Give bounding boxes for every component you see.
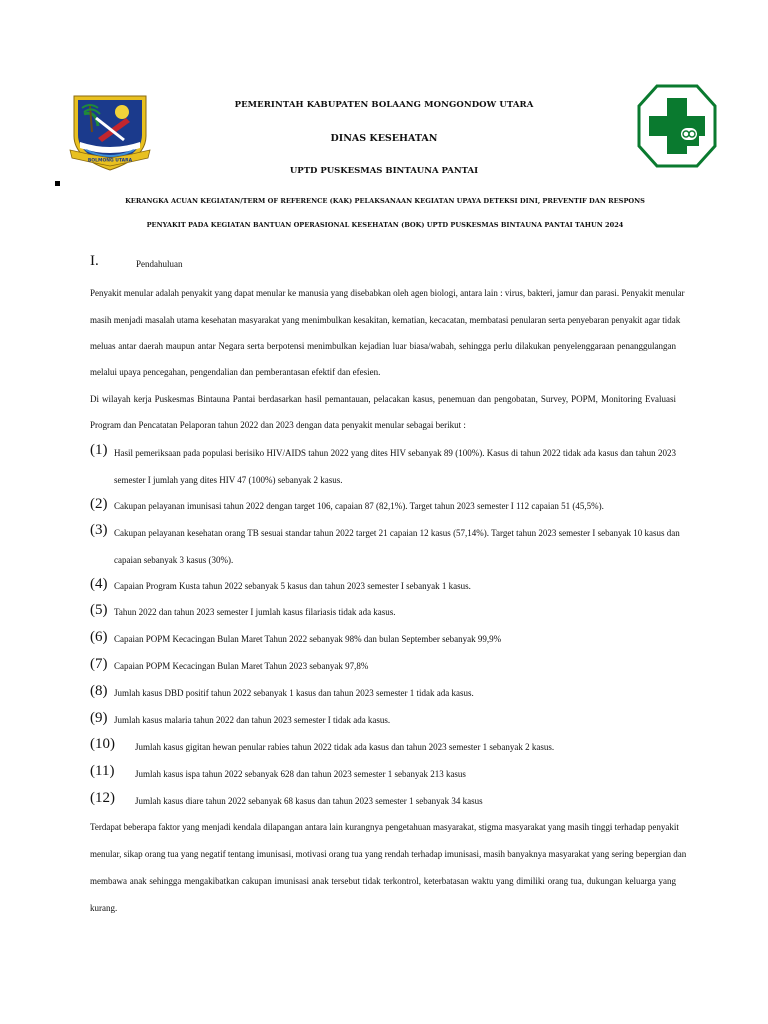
coat-of-arms-banner-text: BOLMONG UTARA (87, 158, 133, 164)
list-item-number: (9) (90, 710, 108, 726)
list-item-text: Jumlah kasus malaria tahun 2022 dan tahun 2023 semester I tidak ada kasus. (114, 715, 391, 725)
intro-line: melalui upaya pencegahan, pengendalian dan pemberantasan efektif dan efesien. (90, 367, 381, 377)
bullet-marker (55, 181, 60, 186)
list-item-number: (10) (90, 736, 115, 752)
intro-line: masih menjadi masalah utama kesehatan masyarakat yang menimbulkan kesakitan, kematian, kecacatan, membatasi penularan serta penyebaran penyakit agar tidak (90, 315, 681, 325)
list-item-text: Jumlah kasus ispa tahun 2022 sebanyak 628 dan tahun 2023 semester 1 sebanyak 213 kasus (135, 769, 466, 779)
header-unit-name: UPTD PUSKESMAS BINTAUNA PANTAI (289, 166, 479, 176)
list-item-number: (4) (90, 576, 108, 592)
list-item-number: (6) (90, 629, 108, 645)
puskesmas-logo (637, 84, 717, 168)
intro2-line: Program dan Pencatatan Pelaporan tahun 2022 dan 2023 dengan data penyakit menular sebagai berikut : (90, 420, 466, 430)
list-item-text: Capaian POPM Kecacingan Bulan Maret Tahun 2022 sebanyak 98% dan bulan September sebanyak 99,9% (114, 634, 502, 644)
list-item-number: (3) (90, 522, 108, 538)
list-item-text: Cakupan pelayanan kesehatan orang TB sesuai standar tahun 2022 target 21 capaian 12 kasus (57,14%). Target tahun 2023 semester I sebanyak 10 kasus dan (114, 528, 680, 538)
list-item-text: Jumlah kasus DBD positif tahun 2022 sebanyak 1 kasus dan tahun 2023 semester 1 tidak ada kasus. (114, 688, 474, 698)
section-title: Pendahuluan (136, 259, 183, 269)
document-title-line-2: PENYAKIT PADA KEGIATAN BANTUAN OPERASIONAL KESEHATAN (BOK) UPTD PUSKESMAS BINTAUNA PANTAI TAHUN 2024 (146, 221, 624, 229)
list-item-text: Cakupan pelayanan imunisasi tahun 2022 dengan target 106, capaian 87 (82,1%). Target tahun 2023 semester I 112 capaian 51 (45,5%). (114, 501, 604, 511)
header-department-name: DINAS KESEHATAN (330, 133, 438, 144)
list-item-text: Capaian POPM Kecacingan Bulan Maret Tahun 2023 sebanyak 97,8% (114, 661, 369, 671)
list-item-text: Hasil pemeriksaan pada populasi berisiko HIV/AIDS tahun 2022 yang dites HIV sebanyak 89 (100%). Kasus di tahun 2022 tidak ada kasus dan tahun 2023 (114, 448, 676, 458)
list-item-number: (1) (90, 442, 108, 458)
closing-line: kurang. (90, 903, 118, 913)
list-item-text: capaian sebanyak 3 kasus (30%). (114, 555, 234, 565)
closing-line: Terdapat beberapa faktor yang menjadi kendala dilapangan antara lain kurangnya pengetahuan masyarakat, stigma masyarakat yang masih tinggi terhadap penyakit (90, 822, 679, 832)
closing-line: menular, sikap orang tua yang negatif tentang imunisasi, motivasi orang tua yang rendah terhadap imunisasi, masih banyaknya masyarakat yang sering bepergian dan (90, 849, 687, 859)
list-item-text: Jumlah kasus gigitan hewan penular rabies tahun 2022 tidak ada kasus dan tahun 2023 semester 1 sebanyak 2 kasus. (135, 742, 555, 752)
list-item-number: (7) (90, 656, 108, 672)
list-item-number: (12) (90, 790, 115, 806)
list-item-text: Jumlah kasus diare tahun 2022 sebanyak 68 kasus dan tahun 2023 semester 1 sebanyak 34 kasus (135, 796, 483, 806)
intro-line: Penyakit menular adalah penyakit yang dapat menular ke manusia yang disebabkan oleh agen biologi, antara lain : virus, bakteri, jamur dan parasi. Penyakit menular (90, 288, 685, 298)
intro2-line: Di wilayah kerja Puskesmas Bintauna Pantai berdasarkan hasil pemantauan, pelacakan kasus, penemuan dan pengobatan, Survey, POPM, Monitoring Evaluasi (90, 394, 676, 404)
list-item-number: (2) (90, 496, 108, 512)
list-item-text: semester I jumlah yang dites HIV 47 (100%) sebanyak 2 kasus. (114, 475, 343, 485)
closing-line: membawa anak sehingga mengakibatkan cakupan imunisasi anak tersebut tidak terkontrol, keterbatasan waktu yang dimiliki orang tua, dukungan keluarga yang (90, 876, 676, 886)
regency-coat-of-arms-logo (68, 92, 152, 172)
document-title-line-1: KERANGKA ACUAN KEGIATAN/TERM OF REFERENCE (KAK) PELAKSANAAN KEGIATAN UPAYA DETEKSI DINI, PREVENTIF DAN RESPONS (125, 197, 645, 205)
list-item-number: (5) (90, 602, 108, 618)
list-item-text: Capaian Program Kusta tahun 2022 sebanyak 5 kasus dan tahun 2023 semester I sebanyak 1 kasus. (114, 581, 471, 591)
section-number: I. (90, 253, 99, 269)
intro-line: meluas antar daerah maupun antar Negara serta berpotensi menimbulkan kejadian luar biasa/wabah, sehingga perlu dilakukan penyelenggaraan penanggulangan (90, 341, 676, 351)
list-item-number: (8) (90, 683, 108, 699)
header-government-name: PEMERINTAH KABUPATEN BOLAANG MONGONDOW UTARA (234, 100, 534, 110)
list-item-number: (11) (90, 763, 115, 779)
list-item-text: Tahun 2022 dan tahun 2023 semester I jumlah kasus filariasis tidak ada kasus. (114, 607, 396, 617)
